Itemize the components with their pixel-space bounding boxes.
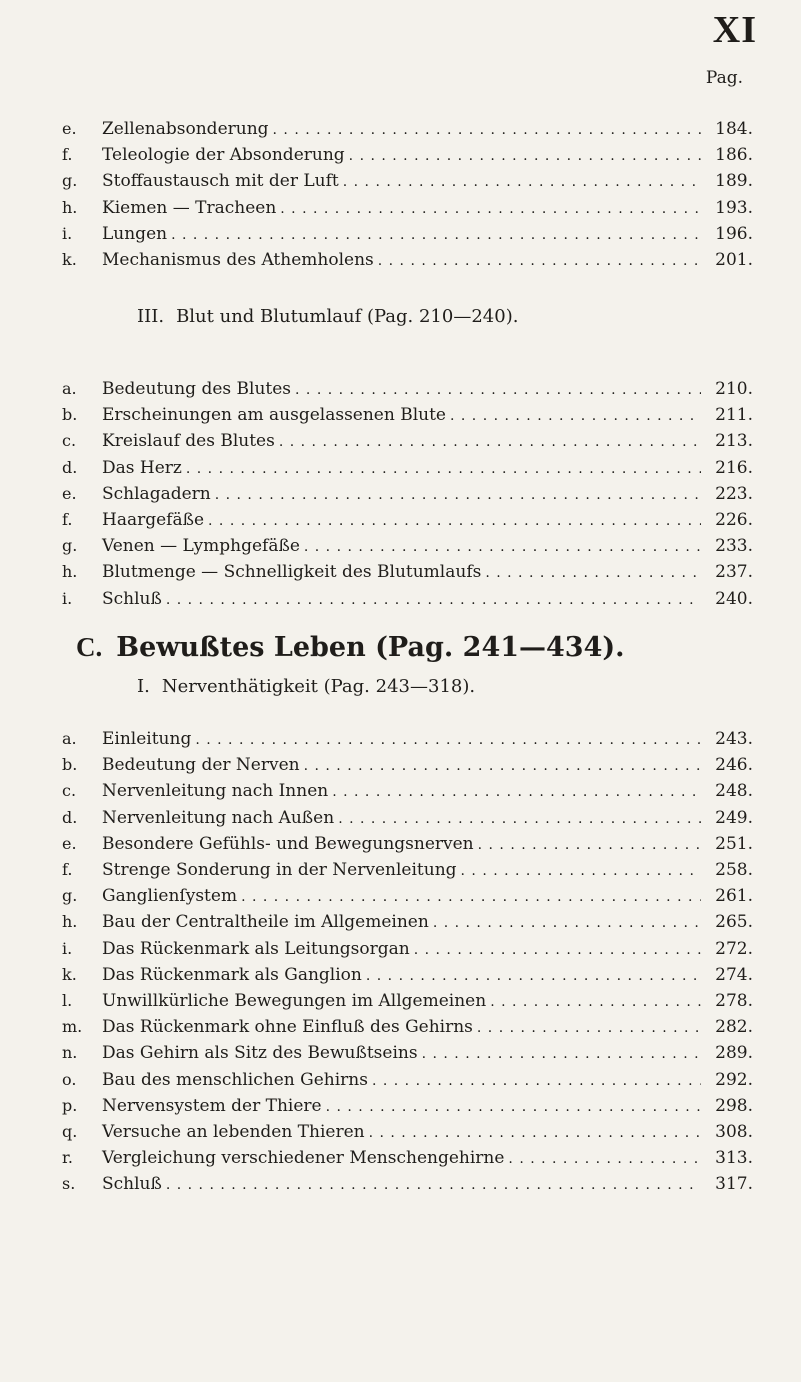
dot-leader — [304, 753, 701, 779]
section-iii-heading-title: Blut und Blutumlauf (Pag. 210—240). — [176, 306, 519, 327]
entry-letter: c. — [62, 781, 77, 801]
entry-letter: c. — [62, 431, 77, 451]
dot-leader — [338, 806, 701, 832]
pag-column-header: Pag. — [705, 68, 743, 88]
dot-leader — [186, 456, 701, 482]
toc-entry — [0, 726, 801, 752]
toc-entry — [0, 221, 801, 247]
entry-title: Das Gehirn als Sitz des Bewußtseins — [102, 1043, 418, 1064]
dot-leader — [343, 169, 701, 195]
toc-entry — [0, 778, 801, 804]
entry-page-number: 282. — [715, 1017, 753, 1038]
entry-page-number: 265. — [715, 912, 753, 933]
entry-page-number: 196. — [715, 223, 753, 244]
dot-leader — [477, 1015, 701, 1041]
page-number: XI — [712, 9, 757, 51]
entry-letter: h. — [62, 197, 78, 217]
toc-entry — [0, 168, 801, 194]
section-i-heading-label: I. — [137, 676, 150, 697]
entry-title: Bedeutung der Nerven — [102, 755, 300, 776]
dot-leader — [280, 196, 701, 222]
dot-leader — [279, 429, 701, 455]
entry-title: Zellenabsonderung — [102, 119, 269, 139]
toc-entry — [0, 376, 801, 402]
entry-page-number: 261. — [715, 886, 753, 907]
dot-leader — [215, 482, 701, 508]
dot-leader — [450, 403, 701, 429]
entry-title: Das Rückenmark als Ganglion — [102, 964, 362, 985]
entry-page-number: 243. — [715, 729, 753, 749]
entry-page-number: 278. — [715, 991, 753, 1011]
entry-page-number: 216. — [715, 457, 753, 478]
entry-page-number: 223. — [715, 483, 753, 504]
dot-leader — [372, 1068, 701, 1094]
entry-page-number: 186. — [715, 145, 753, 166]
section-c-heading-title: Bewußtes Leben (Pag. 241—434). — [116, 632, 625, 663]
dot-leader — [166, 587, 701, 613]
toc-entry — [0, 559, 801, 585]
entry-title: Das Rückenmark als Leitungsorgan — [102, 938, 410, 959]
entry-page-number: 211. — [715, 405, 753, 426]
entry-title: Schlagadern — [102, 483, 211, 504]
entry-page-number: 213. — [715, 431, 753, 452]
entry-letter: g. — [62, 886, 78, 906]
toc-entry — [0, 936, 801, 962]
entry-letter: i. — [62, 223, 73, 243]
entry-page-number: 289. — [715, 1043, 753, 1064]
entry-page-number: 240. — [715, 588, 753, 609]
toc-entry — [0, 428, 801, 454]
toc-entry — [0, 116, 801, 142]
toc-entry — [0, 752, 801, 778]
entry-title: Besondere Gefühls- und Bewegungsnerven — [102, 833, 474, 854]
entry-page-number: 317. — [715, 1174, 753, 1195]
entry-page-number: 249. — [715, 807, 753, 828]
toc-entry — [0, 455, 801, 481]
entry-page-number: 246. — [715, 755, 753, 776]
dot-leader — [461, 858, 701, 884]
entry-page-number: 193. — [715, 197, 753, 218]
entry-letter: g. — [62, 171, 78, 191]
entry-page-number: 184. — [715, 119, 753, 139]
dot-leader — [414, 937, 701, 963]
dot-leader — [485, 560, 701, 586]
entry-letter: f. — [62, 510, 73, 529]
entry-letter: h. — [62, 562, 78, 582]
entry-title: Stoffaustausch mit der Luft — [102, 171, 339, 192]
dot-leader — [171, 222, 701, 248]
toc-entry — [0, 1145, 801, 1171]
toc-entry — [0, 883, 801, 909]
entry-page-number: 258. — [715, 860, 753, 880]
dot-leader — [295, 377, 701, 403]
dot-leader — [508, 1146, 701, 1172]
entry-letter: a. — [62, 379, 77, 398]
toc-entry — [0, 831, 801, 857]
entry-page-number: 233. — [715, 536, 753, 557]
toc-entry — [0, 481, 801, 507]
entry-title: Nervenleitung nach Außen — [102, 807, 335, 828]
entry-letter: b. — [62, 755, 78, 775]
entry-letter: i. — [62, 588, 73, 608]
toc-entry — [0, 247, 801, 273]
entry-letter: f. — [62, 145, 73, 165]
entry-letter: p. — [62, 1095, 78, 1115]
dot-leader — [433, 910, 701, 936]
section-iii-heading-label: III. — [137, 306, 165, 327]
entry-page-number: 237. — [715, 562, 753, 583]
entry-title: Nervensystem der Thiere — [102, 1095, 322, 1116]
entry-title: Unwillkürliche Bewegungen im Allgemeinen — [102, 991, 487, 1011]
entry-title: Nervenleitung nach Innen — [102, 781, 329, 802]
entry-title: Strenge Sonderung in der Nervenleitung — [102, 860, 457, 880]
dot-leader — [366, 963, 701, 989]
entry-title: Schluß — [102, 588, 162, 609]
entry-title: Haargefäße — [102, 510, 205, 530]
entry-page-number: 248. — [715, 781, 753, 802]
entry-title: Vergleichung verschiedener Menschengehirne — [102, 1148, 505, 1169]
dot-leader — [195, 727, 701, 753]
entry-page-number: 210. — [715, 379, 753, 399]
dot-leader — [273, 117, 701, 143]
entry-letter: e. — [62, 833, 77, 853]
toc-entry — [0, 402, 801, 428]
dot-leader — [304, 534, 701, 560]
entry-page-number: 308. — [715, 1122, 753, 1142]
entry-title: Bedeutung des Blutes — [102, 379, 292, 399]
dot-leader — [208, 508, 701, 534]
section-i-heading-title: Nerventhätigkeit (Pag. 243—318). — [161, 676, 476, 697]
toc-entry — [0, 1014, 801, 1040]
entry-title: Kiemen — Tracheen — [102, 197, 277, 218]
entry-title: Kreislauf des Blutes — [102, 431, 275, 452]
dot-leader — [332, 779, 701, 805]
entry-letter: e. — [62, 119, 77, 138]
entry-letter: q. — [62, 1122, 78, 1141]
entry-title: Lungen — [102, 223, 168, 244]
dot-leader — [369, 1120, 701, 1146]
entry-title: Bau der Centraltheile im Allgemeinen — [102, 912, 429, 933]
toc-entry — [0, 988, 801, 1014]
entry-page-number: 292. — [715, 1069, 753, 1090]
entry-letter: n. — [62, 1043, 78, 1063]
toc-entry — [0, 586, 801, 612]
entry-letter: s. — [62, 1174, 76, 1194]
entry-title: Erscheinungen am ausgelassenen Blute — [102, 405, 446, 426]
entry-letter: g. — [62, 536, 78, 556]
dot-leader — [422, 1041, 701, 1067]
toc-entry — [0, 962, 801, 988]
dot-leader — [166, 1172, 701, 1198]
entry-title: Das Herz — [102, 457, 182, 478]
entry-letter: d. — [62, 457, 78, 477]
entry-title: Versuche an lebenden Thieren — [102, 1122, 365, 1142]
entry-title: Einleitung — [102, 729, 192, 749]
dot-leader — [349, 143, 701, 169]
entry-title: Schluß — [102, 1174, 162, 1195]
entry-page-number: 274. — [715, 964, 753, 985]
entry-page-number: 226. — [715, 510, 753, 530]
toc-entry — [0, 1040, 801, 1066]
toc-entry — [0, 805, 801, 831]
entry-title: Venen — Lymphgefäße — [102, 536, 300, 557]
entry-letter: b. — [62, 405, 78, 425]
dot-leader — [378, 248, 701, 274]
toc-entry — [0, 909, 801, 935]
entry-title: Mechanismus des Athemholens — [102, 250, 374, 270]
section-c-heading-label: C. — [76, 632, 103, 662]
toc-entry — [0, 1067, 801, 1093]
entry-page-number: 313. — [715, 1148, 753, 1169]
entry-page-number: 272. — [715, 938, 753, 959]
entry-page-number: 251. — [715, 833, 753, 854]
entry-letter: e. — [62, 483, 77, 503]
section-c-heading — [76, 632, 625, 663]
toc-entry — [0, 533, 801, 559]
entry-letter: d. — [62, 807, 78, 827]
toc-entry — [0, 507, 801, 533]
dot-leader — [490, 989, 701, 1015]
dot-leader — [241, 884, 701, 910]
entry-letter: i. — [62, 938, 73, 958]
entry-page-number: 298. — [715, 1095, 753, 1116]
entry-letter: o. — [62, 1069, 77, 1089]
entry-letter: m. — [62, 1017, 83, 1037]
entry-letter: k. — [62, 250, 77, 269]
toc-entry — [0, 1119, 801, 1145]
entry-page-number: 189. — [715, 171, 753, 192]
entry-letter: f. — [62, 860, 73, 879]
entry-title: Blutmenge — Schnelligkeit des Blutumlaufs — [102, 562, 482, 583]
entry-letter: a. — [62, 729, 77, 748]
section-iii-heading — [137, 306, 518, 327]
entry-title: Das Rückenmark ohne Einfluß des Gehirns — [102, 1017, 473, 1038]
dot-leader — [326, 1094, 701, 1120]
toc-entry — [0, 857, 801, 883]
toc-entry — [0, 1171, 801, 1197]
entry-letter: l. — [62, 991, 73, 1010]
section-i-heading — [137, 676, 475, 697]
dot-leader — [478, 832, 701, 858]
entry-letter: k. — [62, 964, 77, 984]
entry-title: Bau des menschlichen Gehirns — [102, 1069, 368, 1090]
entry-title: Teleologie der Absonderung — [102, 145, 345, 166]
entry-title: Ganglienſystem — [102, 886, 238, 907]
toc-entry — [0, 142, 801, 168]
entry-letter: r. — [62, 1148, 73, 1168]
toc-entry — [0, 1093, 801, 1119]
entry-letter: h. — [62, 912, 78, 932]
toc-entry — [0, 195, 801, 221]
entry-page-number: 201. — [715, 250, 753, 270]
